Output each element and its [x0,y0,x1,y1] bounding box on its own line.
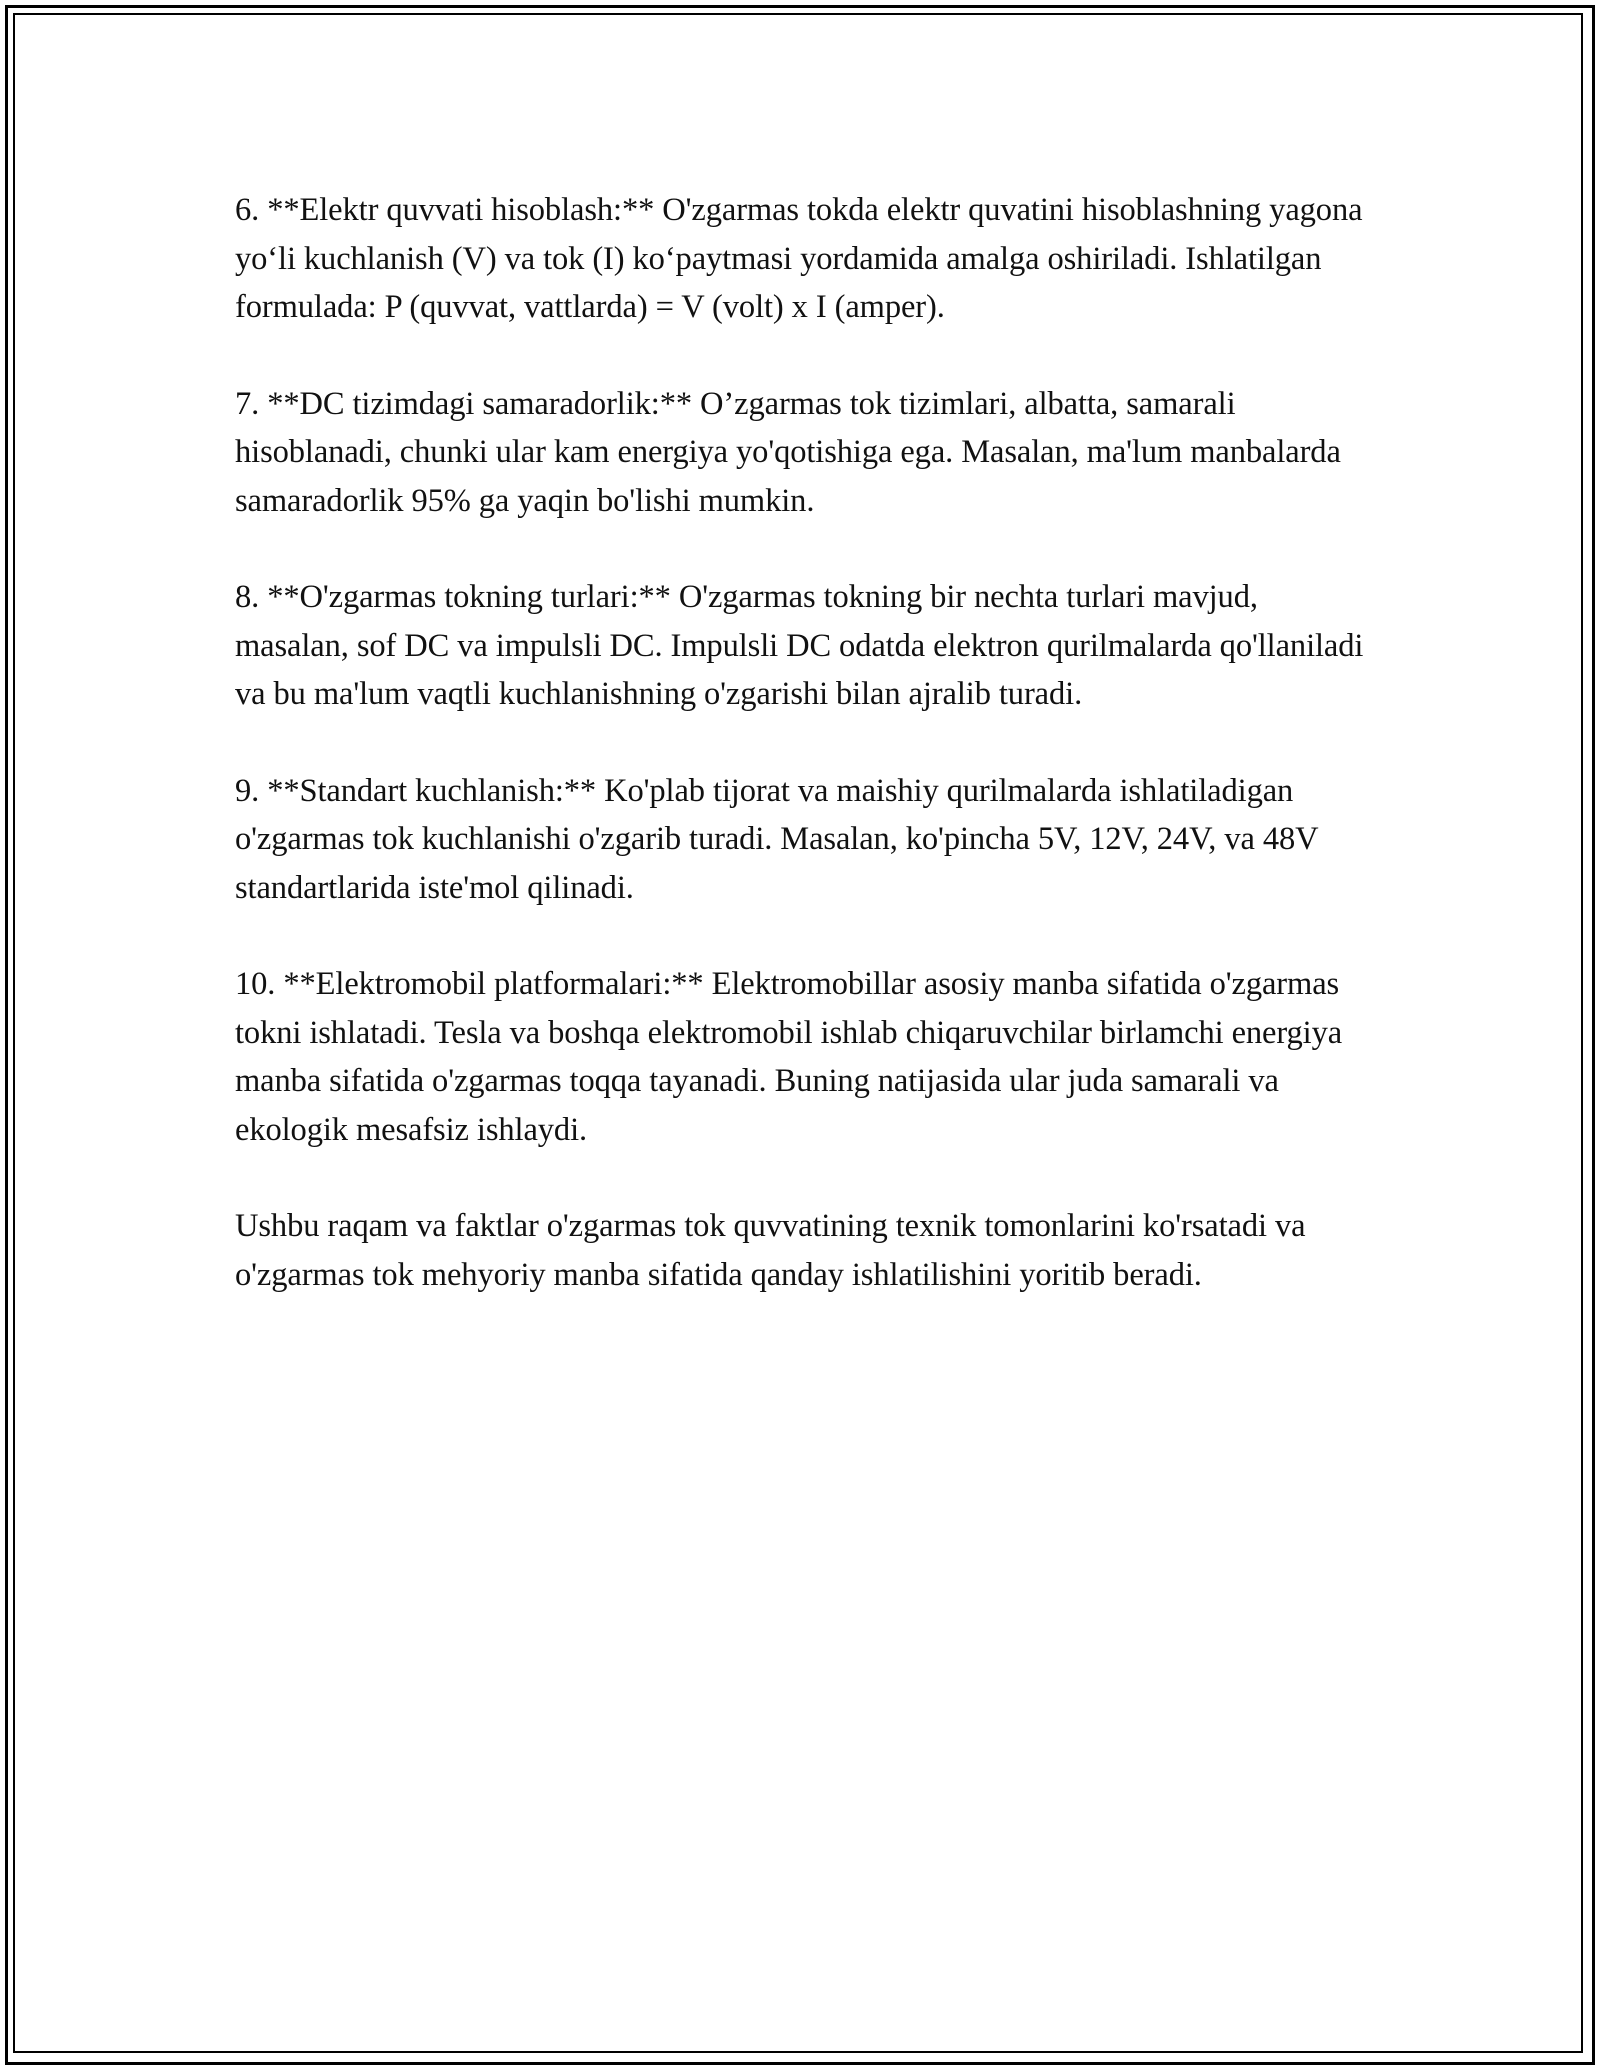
paragraph-6: 6. **Elektr quvvati hisoblash:** O'zgarmas tokda elektr quvatini hisoblashning yagona yo‘li kuchlanish (V) va tok (I) ko‘paytmasi yordamida amalga oshiriladi. Ishlatilgan formulada: P (quvvat, vattlarda) = V (volt) x I (amper). [235,192,1363,325]
paragraph-7: 7. **DC tizimdagi samaradorlik:** O’zgarmas tok tizimlari, albatta, samarali hisoblanadi, chunki ular kam energiya yo'qotishiga ega. Masalan, ma'lum manbalarda samaradorlik 95% ga yaqin bo'lishi mumkin. [235,385,1341,519]
document-body [235,186,1375,1347]
paragraph-10: 10. **Elektromobil platformalari:** Elektromobillar asosiy manba sifatida o'zgarmas tokni ishlatadi. Tesla va boshqa elektromobil ishlab chiqaruvchilar birlamchi energiya manba sifatida o'zgarmas toqqa tayanadi. Buning natijasida ular juda samarali va ekologik mesafsiz ishlaydi. [235,966,1343,1148]
paragraph-9: 9. **Standart kuchlanish:** Ko'plab tijorat va maishiy qurilmalarda ishlatiladigan o'zgarmas tok kuchlanishi o'zgarib turadi. Masalan, ko'pincha 5V, 12V, 24V, va 48V standartlarida iste'mol qilinadi. [235,772,1318,906]
paragraph-summary: Ushbu raqam va faktlar o'zgarmas tok quvvatining texnik tomonlarini ko'rsatadi va o'zgarmas tok mehyoriy manba sifatida qanday ishlatilishini yoritib beradi. [235,1208,1306,1293]
paragraph-8: 8. **O'zgarmas tokning turlari:** O'zgarmas tokning bir nechta turlari mavjud, masalan, sof DC va impulsli DC. Impulsli DC odatda elektron qurilmalarda qo'llaniladi va bu ma'lum vaqtli kuchlanishning o'zgarishi bilan ajralib turadi. [235,579,1364,712]
